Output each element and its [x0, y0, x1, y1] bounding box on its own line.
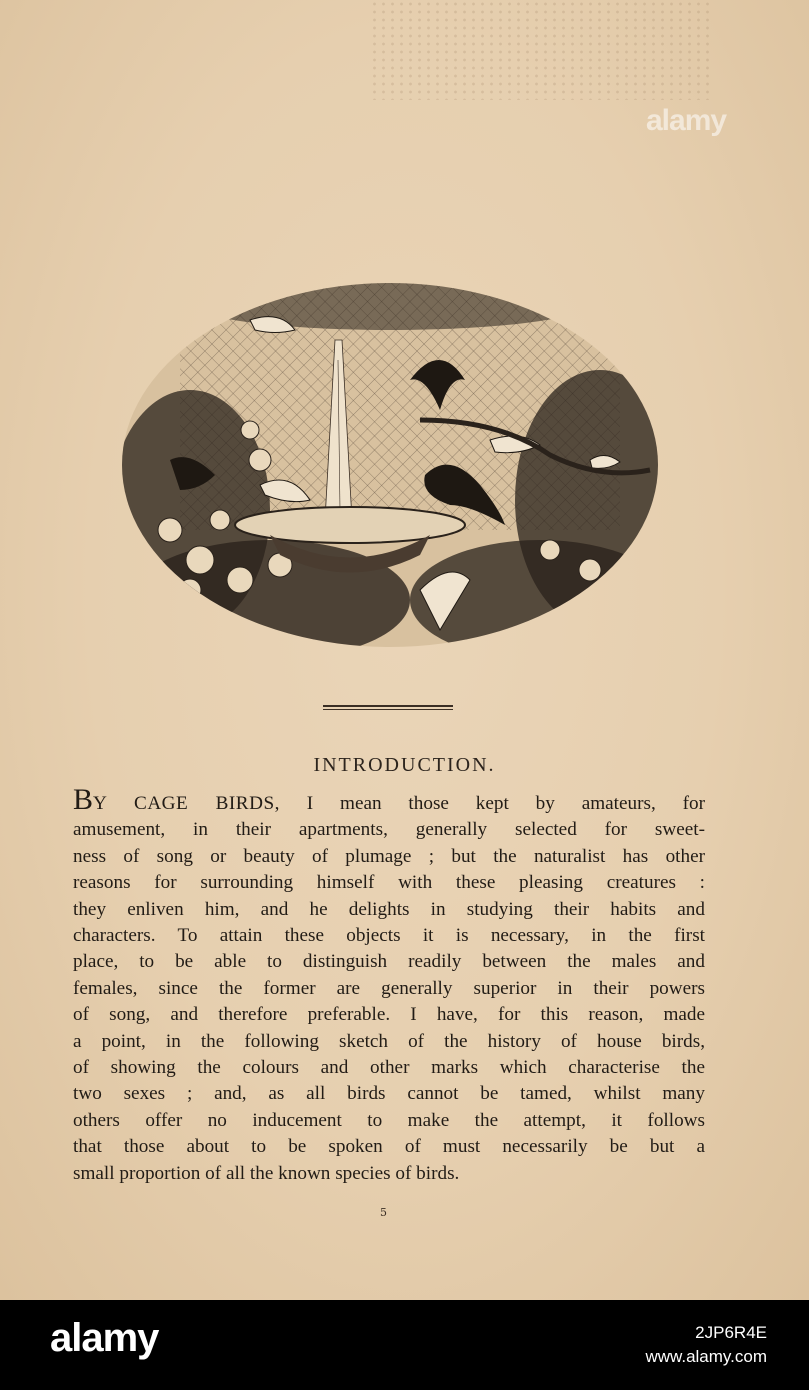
- footer-meta: [645, 1321, 767, 1369]
- paragraph-line: that those about to be spoken of must necessarily be but a: [73, 1136, 705, 1158]
- divider-rule: [323, 705, 453, 707]
- site-url: www.alamy.com: [645, 1347, 767, 1366]
- paragraph-line: others offer no inducement to make the attempt, it follows: [73, 1109, 705, 1131]
- watermark: alamy: [646, 104, 727, 137]
- first-line-rest: I mean those kept by amateurs, for: [279, 793, 706, 814]
- drop-cap: B: [73, 783, 94, 816]
- divider-rule: [323, 709, 453, 710]
- alamy-logo: alamy: [50, 1316, 159, 1360]
- chapter-heading: INTRODUCTION.: [313, 754, 496, 776]
- paragraph-line: females, since the former are generally superior in their powers: [73, 977, 705, 999]
- paragraph-line: of song, and therefore preferable. I have, for this reason, made: [73, 1004, 705, 1026]
- page-mark: 5: [380, 1206, 387, 1219]
- bird-fountain-engraving: [120, 280, 660, 650]
- paragraph-line: a point, in the following sketch of the history of house birds,: [73, 1030, 705, 1052]
- paragraph-line: amusement, in their apartments, generally selected for sweet-: [73, 819, 705, 841]
- paragraph-line: reasons for surrounding himself with these pleasing creatures :: [73, 872, 705, 894]
- paragraph-line: place, to be able to distinguish readily between the males and: [73, 951, 705, 973]
- paragraph-line: characters. To attain these objects it is necessary, in the first: [73, 925, 705, 947]
- paragraph-line: of showing the colours and other marks which characterise the: [73, 1057, 705, 1079]
- image-id: 2JP6R4E: [695, 1323, 767, 1342]
- paragraph-line: two sexes ; and, as all birds cannot be tamed, whilst many: [73, 1083, 705, 1105]
- paragraph-line: small proportion of all the known species of birds.: [73, 1162, 460, 1184]
- paragraph-line: ness of song or beauty of plumage ; but the naturalist has other: [73, 845, 705, 867]
- paragraph-line: [73, 783, 706, 817]
- introduction-paragraph: [73, 783, 706, 1187]
- paragraph-line: they enliven him, and he delights in studying their habits and: [73, 898, 705, 920]
- paper-perforation: [370, 0, 710, 100]
- lead-words: Y CAGE BIRDS,: [93, 793, 280, 814]
